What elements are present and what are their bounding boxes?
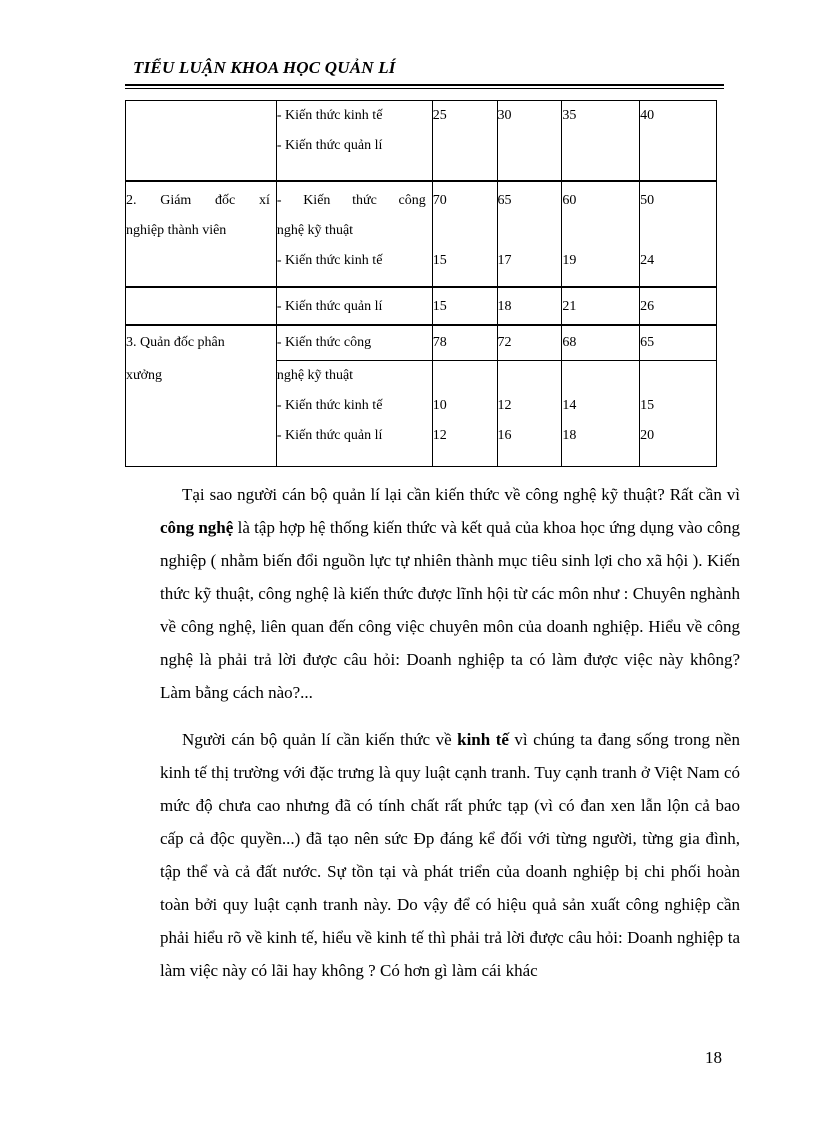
table-row: [126, 361, 717, 467]
paragraph-text: vì chúng ta đang sống trong nền kinh tế thị trường với đặc trưng là quy luật cạnh tranh. Tuy cạnh tranh ở Việt Nam có mức độ chưa cao nhưng đã có tính chất rất phức tạp (vì có đan xen lẫn lộn cả bao cấp cả độc quyền...) đã tạo nên sức Đp đáng kể đối với từng người, từng gia đình, tập thể và cả đất nước. Sự tồn tại và phát triển của doanh nghiệp bị chi phối hoàn toàn bởi quy luật cạnh tranh này. Do vậy để có hiệu quả sản xuất công nghiệp cần phải hiểu rõ về kinh tế, hiểu về kinh tế thì phải trả lời được câu hỏi: Doanh nghiệp ta làm việc này có lãi hay không ? Có hơn gì làm cái khác: [160, 730, 740, 980]
table-cell-position: [126, 361, 277, 467]
header-rule-thin: [125, 88, 724, 89]
table-cell-value: 15: [432, 287, 497, 325]
table-cell-value: 14 18: [562, 361, 640, 467]
document-header-title: TIỂU LUẬN KHOA HỌC QUẢN LÍ: [133, 58, 396, 77]
table-cell-value: 40: [640, 101, 717, 181]
paragraph-emphasis: công nghệ: [160, 518, 234, 537]
paragraph-text: Người cán bộ quản lí cần kiến thức về: [182, 730, 458, 749]
table-cell-text: nghệ kỹ thuật: [276, 368, 354, 383]
table-cell-knowledge: [276, 287, 432, 325]
table-row: [126, 325, 717, 361]
table-cell-value: 30: [497, 101, 562, 181]
table-cell-text: - Kiến thức công: [276, 334, 372, 350]
table-cell-value: 21: [562, 287, 640, 325]
table-cell-text: 3. Quản đốc phân: [126, 334, 225, 350]
table-cell-value: 35: [562, 101, 640, 181]
table-cell-text: - Kiến thức kinh tế: [276, 252, 383, 268]
table-row: [126, 287, 717, 325]
table-cell-value: 26: [640, 287, 717, 325]
table-cell-text: xưởng: [126, 367, 162, 383]
table-cell-value: 78: [432, 325, 497, 361]
paragraph-text: là tập hợp hệ thống kiến thức và kết quả của khoa học ứng dụng vào công nghiệp ( nhằm biến đổi nguồn lực tự nhiên thành mục tiêu sinh lợi cho xã hội ). Kiến thức kỹ thuật, công nghệ là kiến thức được lĩnh hội từ các môn như : Chuyên nghành về công nghệ, liên quan đến công việc chuyên môn của doanh nghiệp. Hiểu về công nghệ là phải trả lời được câu hỏi: Doanh nghiệp ta có làm được việc này không? Làm bằng cách nào?...: [160, 518, 740, 702]
table-cell-value: 70 15: [432, 181, 497, 287]
table-cell-value: 15 20: [640, 361, 717, 467]
table-cell-value: 68: [562, 325, 640, 361]
knowledge-ratio-table: [125, 100, 717, 467]
table-cell-value: 60 19: [562, 181, 640, 287]
table-cell-text: 2. Giám đốc xí: [126, 192, 270, 208]
table-cell-text: - Kiến thức kinh tế: [276, 108, 383, 123]
page-number: 18: [705, 1048, 722, 1067]
table-cell-text: - Kiến thức quản lí: [276, 138, 383, 153]
table-cell-value: 18: [497, 287, 562, 325]
table-cell-knowledge: [276, 101, 432, 181]
paragraph-emphasis: kinh tế: [457, 730, 509, 749]
table-cell-value: 25: [432, 101, 497, 181]
table-cell-knowledge: [276, 361, 432, 467]
table-cell-position: [126, 287, 277, 325]
table-cell-value: 12 16: [497, 361, 562, 467]
table-cell-value: 50 24: [640, 181, 717, 287]
table-cell-text: - Kiến thức quản lí: [276, 298, 383, 314]
table-row: [126, 101, 717, 181]
table-cell-value: 65: [640, 325, 717, 361]
table-cell-text: - Kiến thức quản lí: [276, 428, 383, 443]
body-paragraph: [160, 478, 740, 709]
table-cell-text: - Kiến thức kinh tế: [276, 398, 383, 413]
table-cell-value: 72: [497, 325, 562, 361]
table-cell-position: [126, 325, 277, 361]
table-cell-value: 10 12: [432, 361, 497, 467]
table-cell-knowledge: [276, 181, 432, 287]
paragraph-text: Tại sao người cán bộ quản lí lại cần kiến thức về công nghệ kỹ thuật? Rất cần vì: [182, 485, 740, 504]
table-cell-value: 65 17: [497, 181, 562, 287]
table-cell-position: [126, 101, 277, 181]
table-row: [126, 181, 717, 287]
table-cell-text: nghiệp thành viên: [126, 222, 227, 238]
table-cell-text: - Kiến thức công: [276, 192, 426, 208]
table-cell-knowledge: [276, 325, 432, 361]
body-paragraph: [160, 723, 740, 987]
table-cell-position: [126, 181, 277, 287]
table-cell-text: nghệ kỹ thuật: [276, 222, 354, 238]
header-rule: [125, 84, 724, 86]
